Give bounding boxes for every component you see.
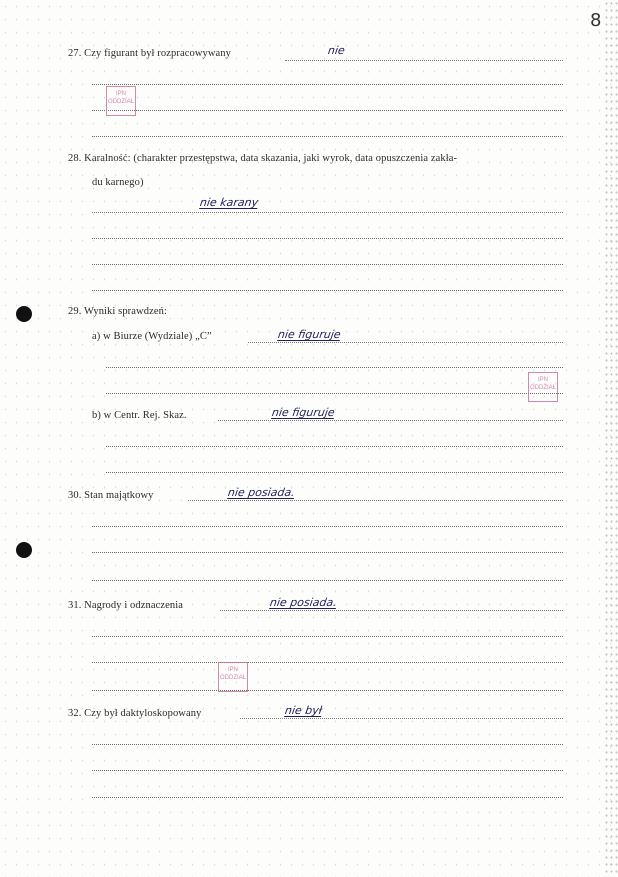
question-32-label: 32. Czy był daktyloskopowany bbox=[68, 708, 202, 719]
archive-stamp: IPN ODDZIAŁ bbox=[106, 86, 136, 116]
binder-hole bbox=[16, 542, 32, 558]
blank-line bbox=[92, 636, 563, 637]
blank-line bbox=[92, 526, 563, 527]
scan-edge-noise bbox=[604, 0, 618, 877]
question-30-label: 30. Stan majątkowy bbox=[68, 490, 154, 501]
blank-line bbox=[92, 552, 563, 553]
page-number: 8 bbox=[590, 10, 602, 31]
answer-line bbox=[220, 610, 563, 611]
blank-line bbox=[106, 446, 563, 447]
blank-line bbox=[92, 797, 563, 798]
question-32-answer: nie był bbox=[284, 704, 323, 717]
answer-line bbox=[188, 500, 563, 501]
answer-line bbox=[218, 420, 563, 421]
question-29b-answer: nie figuruje bbox=[271, 406, 336, 419]
answer-line bbox=[248, 342, 563, 343]
question-30-answer: nie posiada. bbox=[227, 486, 296, 499]
blank-line bbox=[106, 367, 563, 368]
blank-line bbox=[92, 238, 563, 239]
blank-line bbox=[92, 690, 563, 691]
question-28-label: 28. Karalność: (charakter przestępstwa, data skazania, jaki wyrok, data opuszczenia zakła- bbox=[68, 153, 458, 164]
archive-stamp: IPN ODDZIAŁ bbox=[218, 662, 248, 692]
archive-stamp: IPN ODDZIAŁ bbox=[528, 372, 558, 402]
blank-line bbox=[92, 264, 563, 265]
binder-hole bbox=[16, 306, 32, 322]
blank-line bbox=[92, 580, 563, 581]
question-27-answer: nie bbox=[327, 44, 346, 57]
question-27-label: 27. Czy figurant był rozpracowywany bbox=[68, 48, 231, 59]
question-29b-label: b) w Centr. Rej. Skaz. bbox=[92, 410, 187, 421]
blank-line bbox=[106, 472, 563, 473]
question-29-label: 29. Wyniki sprawdzeń: bbox=[68, 306, 167, 317]
blank-line bbox=[92, 770, 563, 771]
question-29a-answer: nie figuruje bbox=[277, 328, 342, 341]
answer-line bbox=[285, 60, 563, 61]
blank-line bbox=[106, 393, 563, 394]
blank-line bbox=[92, 290, 563, 291]
answer-line bbox=[92, 212, 563, 213]
question-31-label: 31. Nagrody i odznaczenia bbox=[68, 600, 184, 611]
blank-line bbox=[92, 744, 563, 745]
blank-line bbox=[92, 84, 563, 85]
blank-line bbox=[92, 662, 563, 663]
question-29a-label: a) w Biurze (Wydziale) „C” bbox=[92, 331, 212, 342]
blank-line bbox=[92, 136, 563, 137]
answer-line bbox=[240, 718, 563, 719]
question-31-answer: nie posiada. bbox=[269, 596, 338, 609]
question-28-label-cont: du karnego) bbox=[92, 177, 144, 188]
question-28-answer: nie karany bbox=[199, 196, 260, 209]
blank-line bbox=[92, 110, 563, 111]
